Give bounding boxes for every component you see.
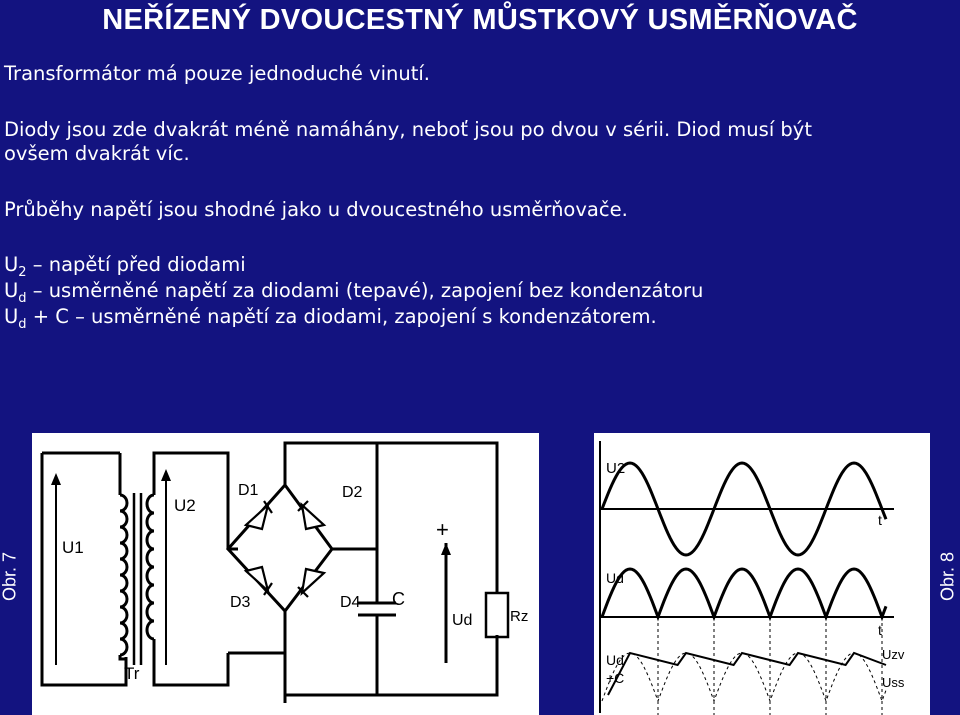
paragraph-diodes-line2: ovšem dvakrát víc. — [4, 142, 190, 165]
legend-item-ud-c: $U_d + C$ – usměrněné napětí za diodami, zapojení s kondenzátorem. — [4, 305, 657, 332]
wave-label-udc-2: +C — [606, 670, 625, 686]
wave-label-udc-1: Ud — [606, 652, 624, 668]
label-tr: Tr — [124, 664, 140, 683]
legend-item-u2: $U_2$ – napětí před diodami — [4, 253, 246, 280]
figure-label-obr8: Obr. 8 — [937, 551, 958, 602]
wave-label-u2: U2 — [606, 460, 626, 477]
wave-label-ud: Ud — [606, 570, 624, 586]
wave-label-uzv: Uzv — [882, 647, 905, 662]
bridge-circuit-svg — [32, 433, 539, 715]
paragraph-transformer: Transformátor má pouze jednoduché vinutí. — [4, 62, 431, 85]
label-u2: U2 — [174, 496, 196, 515]
label-ud: Ud — [452, 612, 473, 629]
wave-label-t2: t — [878, 622, 882, 638]
label-u1: U1 — [62, 538, 84, 557]
label-rz: Rz — [510, 608, 529, 625]
label-d3: D3 — [230, 594, 251, 611]
legend-item-ud: $U_d$ – usměrněné napětí za diodami (tepavé), zapojení bez kondenzátoru — [4, 279, 704, 306]
wave-label-t1: t — [878, 512, 882, 528]
label-d1: D1 — [238, 482, 259, 499]
label-d4: D4 — [340, 594, 361, 611]
figure-label-obr7: Obr. 7 — [0, 551, 20, 602]
paragraph-diodes-line1: Diody jsou zde dvakrát méně namáhány, neboť jsou po dvou v sérii. Diod musí být — [4, 118, 812, 141]
label-plus: + — [436, 517, 449, 542]
bridge-circuit-diagram — [32, 433, 539, 715]
label-d2: D2 — [342, 484, 363, 501]
wave-label-uss: Uss — [882, 675, 905, 690]
waveform-svg — [594, 433, 930, 715]
page-title: NEŘÍZENÝ DVOUCESTNÝ MŮSTKOVÝ USMĚRŇOVAČ — [102, 4, 858, 36]
paragraph-waveforms: Průběhy napětí jsou shodné jako u dvoucestného usměrňovače. — [4, 198, 628, 221]
waveform-diagram — [594, 433, 930, 715]
label-c: C — [392, 589, 405, 609]
